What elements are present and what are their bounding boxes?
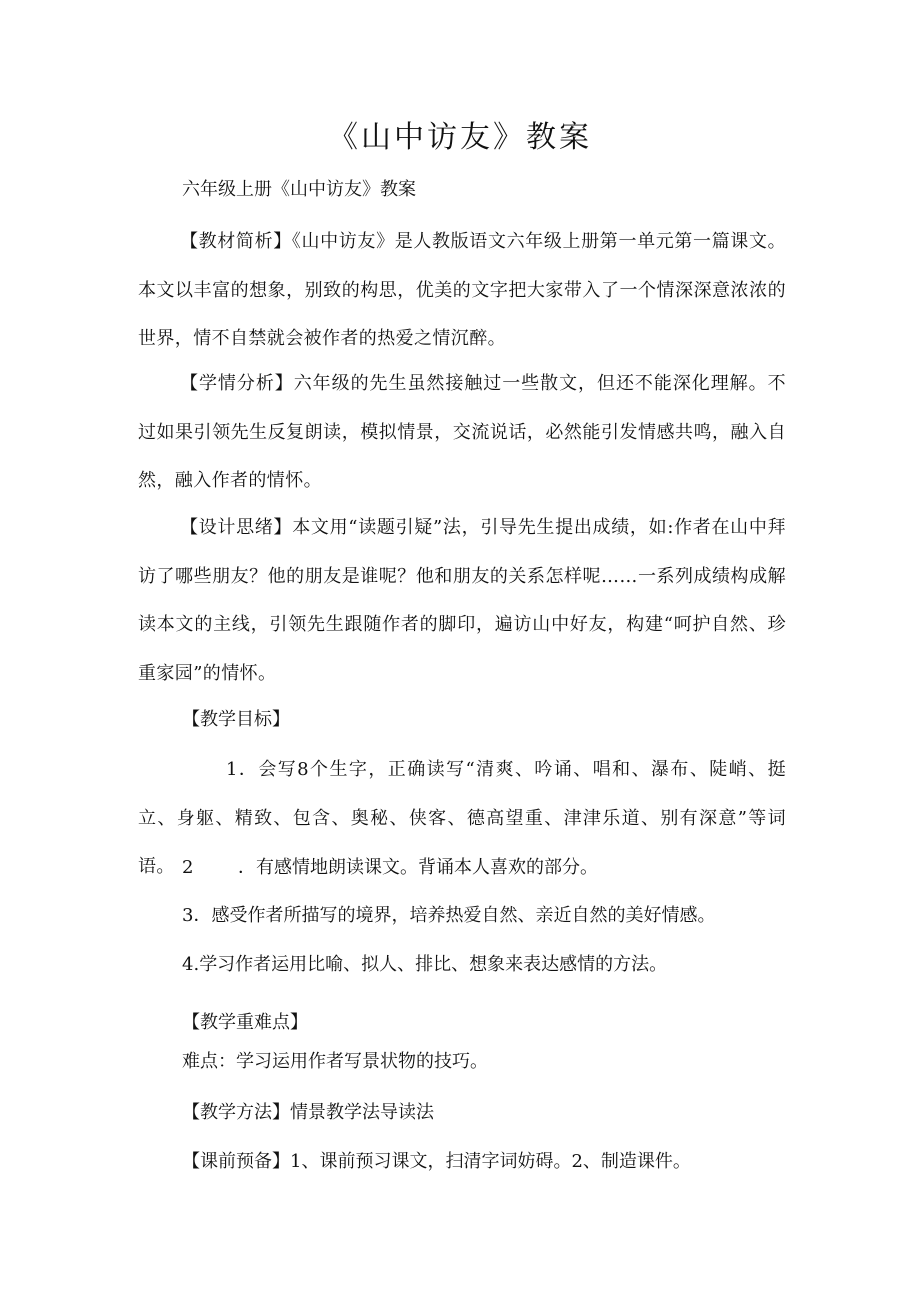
student-analysis-paragraph: 【学情分析】六年级的先生虽然接触过一些散文，但还不能深化理解。不过如果引领先生反复朗读，模拟情景，交流说话，必然能引发情感共鸣，融入自然，融入作者的情怀。	[138, 373, 786, 491]
difficulty-text: 难点：学习运用作者写景状物的技巧。	[182, 1051, 488, 1072]
goal-item-3	[182, 904, 715, 928]
difficulty-heading: 【教学重难点】	[182, 1012, 308, 1033]
goal-number: 3	[182, 905, 194, 926]
teaching-method: 【教学方法】情景教学法导读法	[182, 1102, 434, 1123]
textbook-analysis-paragraph: 【教材简析】《山中访友》是人教版语文六年级上册第一单元第一篇课文。本文以丰富的想象，别致的构思，优美的文字把大家带入了一个情深深意浓浓的世界，情不自禁就会被作者的热爱之情沉醉。	[138, 231, 786, 349]
goal-text: ．会写8个生字，正确读写“清爽、吟诵、唱和、瀑布、陡峭、挺立、身躯、精致、包含、奥秘、侠客、德高望重、津津乐道、别有深意”等词语。	[138, 759, 786, 877]
goal-number: 1	[226, 759, 238, 780]
goal-text: ．感受作者所描写的境界，培养热爱自然、亲近自然的美好情感。	[193, 905, 716, 926]
class-preparation: 【课前预备】1、课前预习课文，扫清字词妨碍。2、制造课件。	[182, 1151, 691, 1172]
goal-text: 学习作者运用比喻、拟人、排比、想象来表达感情的方法。	[199, 954, 668, 975]
goal-text: ．有感情地朗读课文。背诵本人喜欢的部分。	[238, 857, 598, 878]
goals-heading: 【教学目标】	[182, 709, 290, 730]
design-idea-paragraph: 【设计思绪】本文用“读题引疑”法，引导先生提出成绩，如:作者在山中拜访了哪些朋友？他的朋友是谁呢？他和朋友的关系怎样呢……一系列成绩构成解读本文的主线，引领先生跟随作者的脚印，遍访山中好友，构建“呵护自然、珍重家园”的情怀。	[138, 517, 786, 684]
goal-number: 2	[182, 857, 194, 878]
document-title: 《山中访友》教案	[328, 120, 592, 155]
document-subtitle: 六年级上册《山中访友》教案	[182, 179, 416, 200]
goal-item-4	[182, 953, 667, 977]
goal-number: 4.	[182, 954, 200, 975]
goal-item-2	[182, 856, 598, 880]
